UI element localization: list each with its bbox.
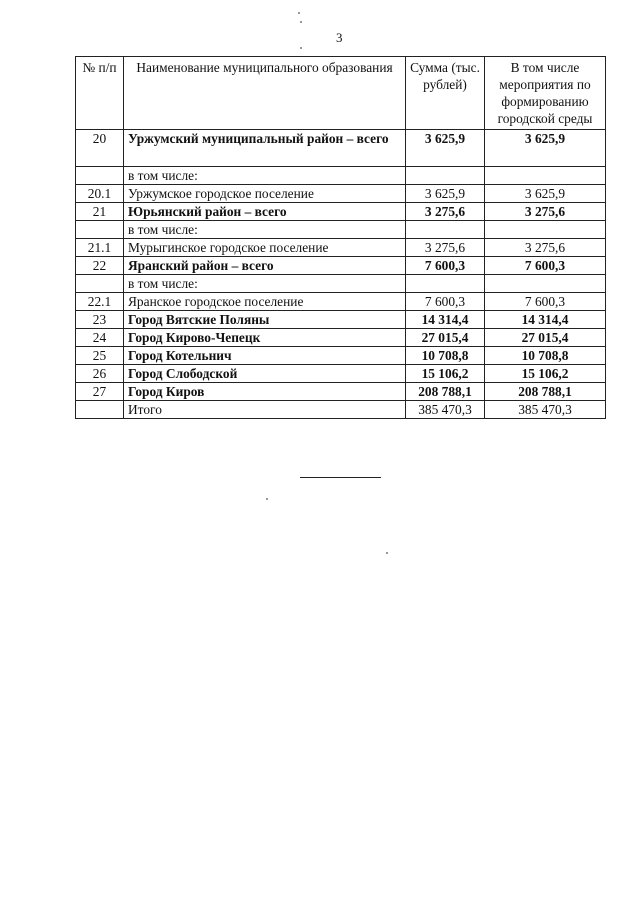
table-row [76,275,606,293]
row-municipality-name: Яранское городское поселение [124,293,406,311]
scan-speck [386,552,388,554]
row-municipality-name: в том числе: [124,167,406,185]
table-row [76,185,606,203]
row-sum: 15 106,2 [406,365,485,383]
row-sum [406,221,485,239]
row-urban-environment-sum: 7 600,3 [485,257,606,275]
row-urban-environment-sum: 3 625,9 [485,185,606,203]
row-urban-environment-sum: 7 600,3 [485,293,606,311]
table-row [76,203,606,221]
row-urban-environment-sum [485,221,606,239]
table-row [76,329,606,347]
scan-speck [300,47,302,49]
table-row [76,401,606,419]
row-number [76,221,124,239]
table-row [76,293,606,311]
row-municipality-name: Итого [124,401,406,419]
table-row [76,167,606,185]
row-municipality-name: Город Кирово-Чепецк [124,329,406,347]
table-row [76,130,606,167]
table-row [76,347,606,365]
row-sum [406,275,485,293]
row-sum: 27 015,4 [406,329,485,347]
row-number: 25 [76,347,124,365]
row-municipality-name: Уржумское городское поселение [124,185,406,203]
row-municipality-name: Город Слободской [124,365,406,383]
row-number [76,275,124,293]
row-municipality-name: Город Котельнич [124,347,406,365]
row-sum [406,167,485,185]
row-urban-environment-sum: 15 106,2 [485,365,606,383]
row-sum: 7 600,3 [406,257,485,275]
row-number: 27 [76,383,124,401]
header-municipality: Наименование муниципального образования [124,57,406,130]
row-municipality-name: в том числе: [124,275,406,293]
row-number: 22.1 [76,293,124,311]
row-number: 21 [76,203,124,221]
row-number: 22 [76,257,124,275]
table-row [76,239,606,257]
row-municipality-name: Уржумский муниципальный район – всего [124,130,406,167]
header-number: № п/п [76,57,124,130]
table-row [76,257,606,275]
row-urban-environment-sum: 385 470,3 [485,401,606,419]
table-row [76,311,606,329]
row-sum: 3 625,9 [406,185,485,203]
row-sum: 7 600,3 [406,293,485,311]
row-number [76,167,124,185]
row-municipality-name: Город Киров [124,383,406,401]
row-sum: 3 275,6 [406,239,485,257]
table-row [76,365,606,383]
row-urban-environment-sum [485,275,606,293]
row-urban-environment-sum: 14 314,4 [485,311,606,329]
row-number: 20.1 [76,185,124,203]
row-number [76,401,124,419]
row-urban-environment-sum: 3 275,6 [485,239,606,257]
row-sum: 208 788,1 [406,383,485,401]
row-municipality-name: Юрьянский район – всего [124,203,406,221]
table-row [76,221,606,239]
row-sum: 3 275,6 [406,203,485,221]
row-number: 26 [76,365,124,383]
row-number: 21.1 [76,239,124,257]
scan-speck [266,498,268,500]
row-sum: 385 470,3 [406,401,485,419]
header-sum: Сумма (тыс. рублей) [406,57,485,130]
row-sum: 3 625,9 [406,130,485,167]
row-municipality-name: Мурыгинское городское поселение [124,239,406,257]
table-row [76,383,606,401]
row-municipality-name: Город Вятские Поляны [124,311,406,329]
row-sum: 14 314,4 [406,311,485,329]
row-urban-environment-sum: 3 275,6 [485,203,606,221]
row-urban-environment-sum: 3 625,9 [485,130,606,167]
page-number: 3 [336,30,343,45]
row-municipality-name: Яранский район – всего [124,257,406,275]
header-urban-environment: В том числе мероприятия по формированию городской среды [485,57,606,130]
row-municipality-name: в том числе: [124,221,406,239]
row-number: 24 [76,329,124,347]
table-body [76,130,606,419]
scan-speck [300,21,302,23]
end-rule [300,477,381,478]
row-number: 20 [76,130,124,167]
row-sum: 10 708,8 [406,347,485,365]
row-urban-environment-sum [485,167,606,185]
row-urban-environment-sum: 27 015,4 [485,329,606,347]
row-number: 23 [76,311,124,329]
budget-table [75,56,606,419]
row-urban-environment-sum: 208 788,1 [485,383,606,401]
table-header-row [76,57,606,130]
row-urban-environment-sum: 10 708,8 [485,347,606,365]
scan-speck [298,12,300,14]
